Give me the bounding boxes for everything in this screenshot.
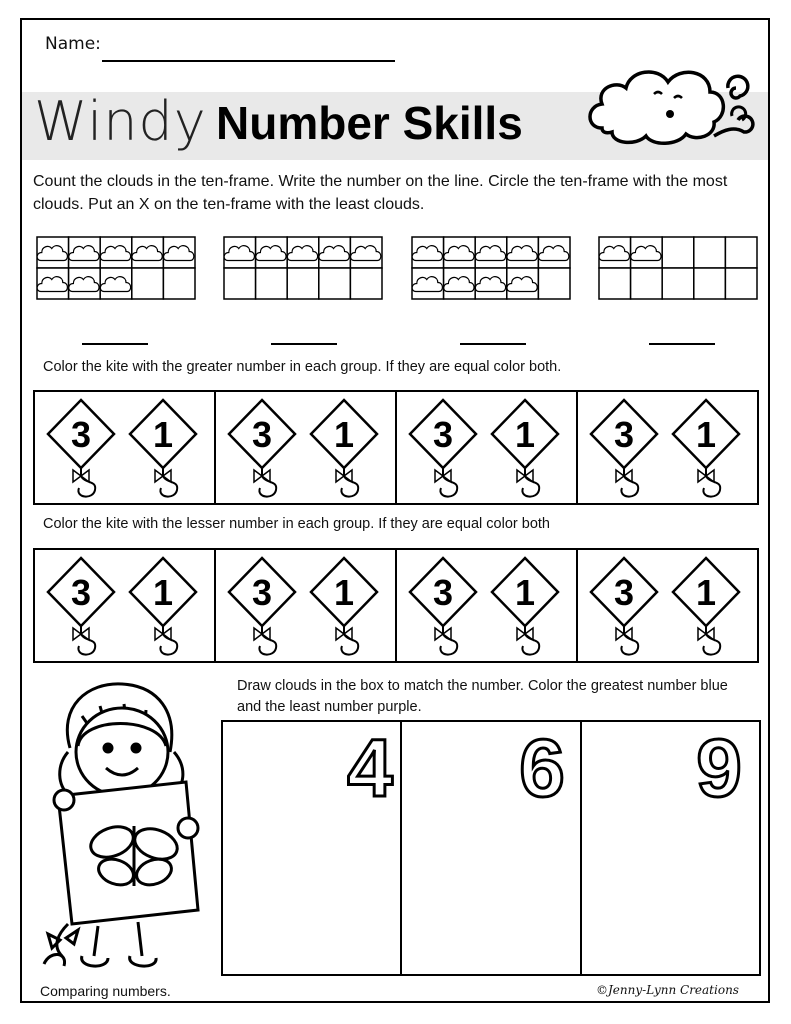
- kite-row-greater: [33, 390, 759, 505]
- ten-frame[interactable]: [599, 237, 757, 299]
- kite-number: 1: [695, 414, 717, 455]
- kite-group: [397, 550, 578, 661]
- outlined-number: 4: [347, 723, 394, 812]
- kite-number: 3: [613, 572, 635, 613]
- kite-number: 1: [152, 414, 174, 455]
- number-box-2[interactable]: [402, 722, 581, 974]
- kite-number: 1: [514, 414, 536, 455]
- kite-number: 1: [695, 572, 717, 613]
- kite-number: 3: [432, 414, 454, 455]
- kite-group: [216, 550, 397, 661]
- kite-number: 3: [70, 414, 92, 455]
- ten-frame-cell: [631, 268, 663, 299]
- title-script: Windy: [34, 90, 207, 153]
- answer-line-4[interactable]: [649, 343, 715, 345]
- ten-frame[interactable]: [412, 237, 570, 299]
- kite-number: 3: [70, 572, 92, 613]
- kite-number: 3: [251, 572, 273, 613]
- kite[interactable]: [229, 400, 295, 497]
- number-boxes: [221, 720, 761, 976]
- ten-frame-cell: [662, 268, 694, 299]
- kite-number: 1: [152, 572, 174, 613]
- ten-frame-cell: [599, 268, 631, 299]
- ten-frame-cell: [287, 268, 319, 299]
- ten-frame[interactable]: [37, 237, 195, 299]
- page-title: Number Skills: [216, 97, 523, 149]
- ten-frame-cell: [725, 237, 757, 268]
- instructions-draw-clouds: Draw clouds in the box to match the number. Color the greatest number blue and the least number purple.: [237, 678, 728, 715]
- copyright: ©Jenny-Lynn Creations: [596, 983, 739, 997]
- kite[interactable]: [591, 558, 657, 655]
- kite-number: 1: [333, 414, 355, 455]
- kite-group: [216, 392, 397, 503]
- kite[interactable]: [673, 400, 739, 497]
- ten-frame-cell: [350, 268, 382, 299]
- ten-frame-cell: [725, 268, 757, 299]
- kite-group: [397, 392, 578, 503]
- kite[interactable]: [311, 558, 377, 655]
- name-line[interactable]: [102, 60, 395, 62]
- answer-line-3[interactable]: [460, 343, 526, 345]
- kite-row-lesser: [33, 548, 759, 663]
- windy-cloud-icon: [582, 58, 766, 150]
- kite-group: [35, 550, 216, 661]
- instructions-ten-frames: Count the clouds in the ten-frame. Write the number on the line. Circle the ten-frame with the most clouds. Put an X on the ten-frame with the least clouds.: [33, 173, 728, 213]
- kite-group: [35, 392, 216, 503]
- kite[interactable]: [492, 400, 558, 497]
- ten-frame-cell: [662, 237, 694, 268]
- kite[interactable]: [229, 558, 295, 655]
- answer-line-2[interactable]: [271, 343, 337, 345]
- ten-frame-cell: [694, 268, 726, 299]
- ten-frame-cell: [256, 268, 288, 299]
- footer-caption: Comparing numbers.: [40, 983, 171, 999]
- kite[interactable]: [130, 558, 196, 655]
- kite[interactable]: [48, 558, 114, 655]
- name-label: Name:: [45, 34, 101, 54]
- outlined-number: 6: [518, 723, 565, 812]
- girl-with-kite-illustration: [38, 676, 218, 976]
- kite[interactable]: [48, 400, 114, 497]
- ten-frame[interactable]: [224, 237, 382, 299]
- kite-group: [578, 392, 757, 503]
- kite[interactable]: [130, 400, 196, 497]
- ten-frame-cell: [132, 268, 164, 299]
- kite[interactable]: [311, 400, 377, 497]
- number-box-1[interactable]: [223, 722, 402, 974]
- ten-frame-cell: [224, 268, 256, 299]
- outlined-number: 9: [696, 723, 742, 812]
- kite-number: 3: [432, 572, 454, 613]
- kite[interactable]: [673, 558, 739, 655]
- instructions-greater: Color the kite with the greater number in each group. If they are equal color both.: [43, 359, 562, 375]
- kite-group: [578, 550, 757, 661]
- kite-number: 3: [613, 414, 635, 455]
- kite[interactable]: [492, 558, 558, 655]
- answer-line-1[interactable]: [82, 343, 148, 345]
- kite-number: 3: [251, 414, 273, 455]
- ten-frame-cell: [538, 268, 570, 299]
- ten-frame-cell: [319, 268, 351, 299]
- kite[interactable]: [591, 400, 657, 497]
- kite[interactable]: [410, 558, 476, 655]
- number-box-3[interactable]: [582, 722, 759, 974]
- instructions-lesser: Color the kite with the lesser number in each group. If they are equal color both: [43, 516, 550, 532]
- kite[interactable]: [410, 400, 476, 497]
- ten-frame-cell: [163, 268, 195, 299]
- ten-frame-cell: [694, 237, 726, 268]
- ten-frames-row: [36, 235, 760, 301]
- kite-number: 1: [514, 572, 536, 613]
- kite-number: 1: [333, 572, 355, 613]
